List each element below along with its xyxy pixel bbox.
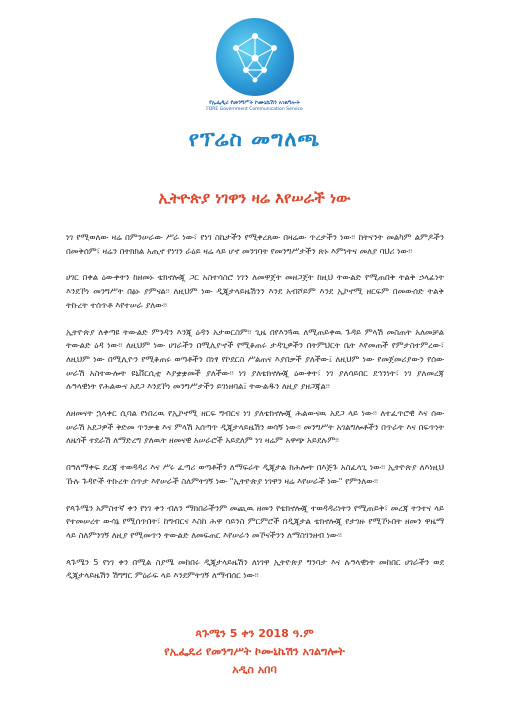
body-text [66, 231, 444, 596]
footer-city: አዲስ አበባ [232, 663, 277, 676]
paragraph: ሀገር በቀል ዕውቀትን ከዘመኑ ቴክኖሎጂ ጋር አስተሳስሮ ነገን ለመዋጀት መዘጋጀት ከዚህ ትውልድ የሚጠበቅ ትልቅ ኃላፊነት እንደኾነ መንግሥት በፅኑ ያምናል፡፡ ለዚህም ነው ዲጂታላይዜሽንን እንደ አብሾይም እንደ ኢኮኖሚ ዘርፍም በመውሰድ ትልቅ ትኩረት ተሰጥቶ እየተሠራ ያለው፡፡ [66, 272, 444, 310]
footer [0, 625, 509, 679]
headline: ኢትዮጵያ ነገዋን ዛሬ እየሠራች ነው [158, 189, 351, 207]
document-title: የፕሬስ መግለጫ [188, 127, 321, 151]
logo-org-amharic: የኢፌዲሪ የመንግሥት ኮሙኒኬሽን አገልግሎት [209, 100, 300, 106]
paragraph: በዓለማቀፍ ደረጃ ተወዳዳሪ እና ሥሩ ፈጣሪ ወጣቶችን ለማፍራት ዲጂታል ክሕሎት በእጅጉ አስፈላጊ ነው፡፡ ኢትዮጵያ ለእነዚህ ኹሉ ጉዳዮች ትኩረት ሰጥታ እየሠራች ስለምትገኝ ነው "ኢትዮጵያ ነገዋን ዛሬ እየሠራች ነው" የምንለው፡፡ [66, 462, 444, 486]
paragraph: ጳጉሜን 5 የነገ ቀን በሚል ስያሜ መከበሩ ዲጂታላይዜሽን ለነገዋ ኢትዮጵያ ግንባታ እና ሉዓላዊነት መከበር ሀገራችን ወደ ዲጂታላይዜሽን ሽግግር ምዕራፍ ላይ እንደምትገኝ ለማብሰር ነው፡፡ [66, 556, 444, 581]
logo [0, 18, 509, 112]
paragraph: ኢትዮጵያ ለቀጣዩ ትውልድ ምንዳን እንጂ ዕዳን አታወርስም፡፡ ጊዜ በየእንጓዉ ለሚጠይቀዉ ጉዳይ ምላሽ መስጠት አለመቻል ትውልድ ዕዳ ነው፡፡ ለዚህም ነው ሀገራችን በሚሊዮኖች የሚቆጠሩ ታዳጊዎችን በትምህርት ቤት እየመጠች የምታስተምረው፣ ለዚህም ነው በሚሊዮን የሚቆጠሩ ወጣቶችን በነፃ የኮደርስ ሥልጠና እያበቃች ያለችው፤ ለዚህም ነው የመጀመሪያውን የሰው ሠራሽ አስተውሎት ዩኒቨርሲቲ እያቋቋመች ያለችው፡፡ ነገ ያለቴክኖሎጂ ዕውቀት፣ ነገ ያለሳይበር ደኅንነት፣ ነገ ያለመረጃ ሉዓላዊነት የሕልውና አደጋ እንደኾነ መንግሥታችን ይገነዘባል፤ ትውልዱን ለዚያ ያዘጋጃል፡፡ [66, 326, 444, 392]
footer-date: ጳጉሜን 5 ቀን 2018 ዓ.ም [195, 627, 314, 640]
paragraph: የጳጉሜን አምስተኛ ቀን የነገ ቀን ብለን ማክበራችንም መጪዉ ዘመን የቴክኖሎጂ ተወዳዳሪነትን የሚጠይቅ፣ መረጃ ትንተና ላይ የተመሠረተ ውሳኔ የሚሰጥበት፣ ከግብርና እስከ ሕዋ ሳይንስ ምርምሮች በዲጂታል ቴክኖሎጂ የታገዙ የሚኾኑበት ዘመን ዋዜማ ላይ ስለምንገኝ ለዚያ የሚመጥን ትውልድ ለመፍጠር እየሠራን መኾናችንን ለማስገንዘብ ነው፡፡ [66, 502, 444, 540]
logo-org-english: FDRE Government Communication Service [206, 107, 303, 112]
paragraph: ነገ የሚወለው ዛሬ በምንሠራው ሥራ ነው፣ የነገ ስኬታችን የሚቀረጸው በዛሬው ጥረታችን ነው፡፡ ከትናንት መልካም ልምዶችን በመቅሰም፣ ዛሬን በትክክል አጢኖ የነገን ራዕይ ዛሬ ላይ ሆኖ መንገባት የመንግሥታችን ጽኑ እምነትና መለያ ባህሪ ነው፡፡ [66, 232, 444, 256]
footer-organization: የኢፌዴሪ የመንግሥት ኮሙኒኬሽን አገልግሎት [164, 645, 345, 658]
network-globe-icon [216, 18, 294, 96]
paragraph: ለዘመናት ኋላቀር ሲባል የነበረዉ የኢኮኖሚ ዘርፍ ግብርና ነገ ያለቴክኖሎጂ ሕልውናዉ አደጋ ላይ ነው፡፡ ለተፈጥሮዊ እና ሰው ሠራሽ አደጋዎች ቅድመ ጥንቃቄ እና ምላሽ አሰጣጥ ዲጂታላይዜሽን ወሳኝ ነው፡፡ መንግሥት አገልግሎቶችን በጥራት እና በፍጥነት ለዜጎች ተደራሽ ለማድረግ ያለዉት ዘመናዊ አሠራሮች አይደለም ነገ ዛሬም አዋጭ አይደሉም፡፡ [66, 408, 444, 446]
